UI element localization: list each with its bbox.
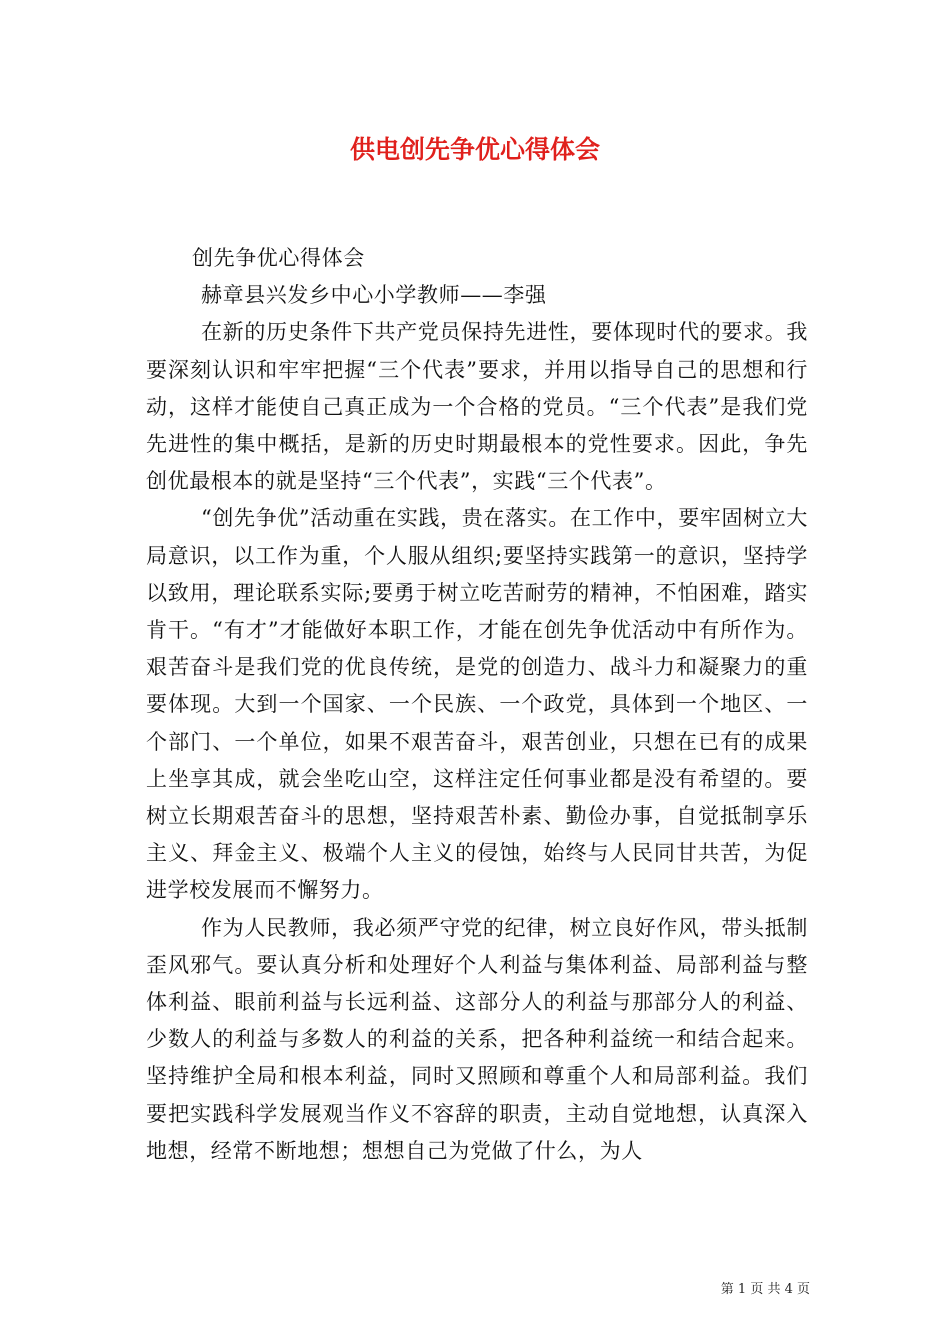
- document-body: [146, 240, 808, 1170]
- document-subtitle: 创先争优心得体会: [192, 246, 365, 270]
- page-number-footer: 第 1 页 共 4 页: [720, 1282, 810, 1297]
- paragraph-3: 作为人民教师，我必须严守党的纪律，树立良好作风，带头抵制歪风邪气。要认真分析和处理好个人利益与集体利益、局部利益与整体利益、眼前利益与长远利益、这部分人的利益与那部分人的利益、少数人的利益与多数人的利益的关系，把各种利益统一和结合起来。坚持维护全局和根本利益，同时又照顾和尊重个人和局部利益。我们要把实践科学发展观当作义不容辞的职责，主动自觉地想，认真深入地想，经常不断地想；想想自己为党做了什么，为人: [146, 915, 808, 1163]
- document-title: 供电创先争优心得体会: [349, 135, 600, 164]
- author-byline: 赫章县兴发乡中心小学教师——李强: [201, 283, 547, 308]
- paragraph-1: 在新的历史条件下共产党员保持先进性，要体现时代的要求。我要深刻认识和牢牢把握“三个代表”要求，并用以指导自己的思想和行动，这样才能使自己真正成为一个合格的党员。“三个代表”是我们党先进性的集中概括，是新的历史时期最根本的党性要求。因此，争先创优最根本的就是坚持“三个代表”，实践“三个代表”。: [146, 320, 808, 494]
- paragraph-2: “创先争优”活动重在实践，贵在落实。在工作中，要牢固树立大局意识，以工作为重，个人服从组织;要坚持实践第一的意识，坚持学以致用，理论联系实际;要勇于树立吃苦耐劳的精神，不怕困难，踏实肯干。“有才”才能做好本职工作，才能在创先争优活动中有所作为。艰苦奋斗是我们党的优良传统，是党的创造力、战斗力和凝聚力的重要体现。大到一个国家、一个民族、一个政党，具体到一个地区、一个部门、一个单位，如果不艰苦奋斗，艰苦创业，只想在已有的成果上坐享其成，就会坐吃山空，这样注定任何事业都是没有希望的。要树立长期艰苦奋斗的思想，坚持艰苦朴素、勤俭办事，自觉抵制享乐主义、拜金主义、极端个人主义的侵蚀，始终与人民同甘共苦，为促进学校发展而不懈努力。: [146, 506, 808, 903]
